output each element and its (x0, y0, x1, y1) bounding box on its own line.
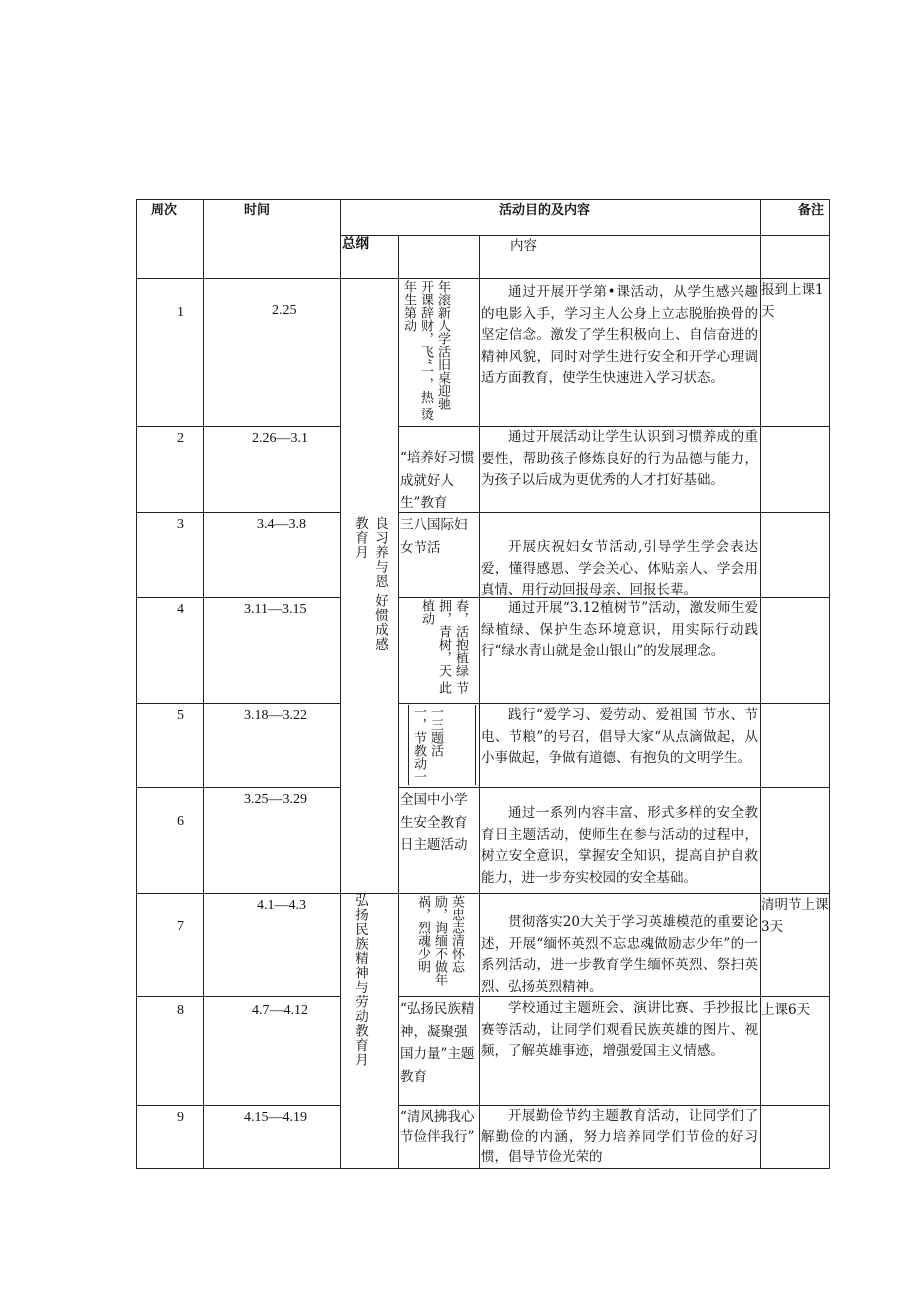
row-9-time: 4.15—4.19 (244, 1110, 307, 1125)
row-4-week: 4 (177, 602, 184, 617)
row-2-content: 通过开展活动让学生认识到习惯养成的重要性，帮助孩子修炼良好的行为品德与能力，为孩子以后成为更优秀的人才打好基础。 (481, 429, 758, 488)
row-8-week: 8 (177, 1003, 184, 1018)
row-1-content: 通过开展开学第•课活动，从学生感兴趣的电影入手，学习主人公身上立志脱胎换骨的坚定信念。激发了学生积极向上、自信奋进的精神风貌，同时对学生进行安全和开学心理调适方面教育，使学生快速进入学习状态。 (481, 284, 758, 386)
row-5-theme: 一三题活 一，节教动一 (411, 705, 443, 783)
header-time: 时间 (244, 203, 271, 218)
header-activity: 活动目的及内容 (499, 203, 591, 218)
row-7-week: 7 (177, 919, 184, 934)
row-4-time: 3.11—3.15 (244, 602, 307, 617)
row-5-content: 践行“爱学习、爱劳动、爱祖国 节水、节电、节粮”的号召，倡导大家“从点滴做起，从小事做起，争做有道德、有抱负的文明学生。 (481, 707, 758, 766)
row-7-theme: 英忠志清怀忘 励，询缅不做年 祸，烈魂少明 (415, 895, 464, 986)
row-9-week: 9 (177, 1110, 184, 1125)
rule-row-1 (136, 426, 340, 427)
row-1-week: 1 (177, 305, 184, 320)
rule-row5-inner-b (475, 705, 476, 785)
row-6-content: 通过一系列内容丰富、形式多样的安全教育日主题活动，使师生在参与活动的过程中，树立安全意识，掌握安全知识，提高自护自救能力，进一步夯实校园的安全基础。 (481, 805, 758, 886)
rule-sub-header (340, 235, 829, 236)
rule-row-4b (398, 703, 829, 704)
header-outline: 总纲 (342, 236, 369, 252)
row-4-theme: 春，活抱植绿 节拥，青树，天 此植动 (419, 599, 468, 695)
header-content: 内容 (510, 238, 537, 254)
row-8-theme: “弘扬民族精神，凝聚强国力量”主题教育 (400, 1001, 475, 1085)
rule-row-5 (136, 787, 340, 788)
header-remarks: 备注 (798, 203, 825, 218)
header-week: 周次 (151, 203, 178, 218)
row-1-time: 2.25 (272, 303, 297, 318)
rule-row-6 (136, 893, 829, 894)
row-3-time: 3.4—3.8 (257, 517, 306, 532)
row-3-content: 开展庆祝妇女节活动,引导学生学会表达爱，懂得感恩、学会关心、体贴亲人、学会用真情、用行动回报母亲、回报长辈。 (481, 539, 758, 598)
rule-row-5b (398, 787, 829, 788)
outline-habit-gratitude: 良习养与恩 好惯成感教育月 (352, 516, 388, 652)
row-7-content: 贯彻落实20大关于学习英雄模范的重要论述，开展“缅怀英烈不忘忠魂做励志少年”的一系列活动，进一步教育学生缅怀英烈、祭扫英烈、弘扬英烈精神。 (481, 914, 758, 995)
rule-row-3 (136, 597, 340, 598)
row-1-theme: 年滚新人学活旧桌迎驰 开课辞财，飞“一，热 烫年生第动 (401, 280, 450, 421)
row-4-content: 通过开展“3.12植树节”活动，激发师生爱绿植绿、保护生态环境意识，用实际行动践行“绿水青山就是金山银山”的发展理念。 (481, 600, 758, 659)
row-5-week: 5 (177, 708, 184, 723)
row-6-theme: 全国中小学生安全教育日主题活动 (400, 792, 468, 853)
row-7-time: 4.1—4.3 (257, 898, 306, 913)
rule-content-remarks (760, 199, 761, 1169)
row-2-time: 2.26—3.1 (252, 431, 308, 446)
row-5-time: 3.18—3.22 (244, 708, 307, 723)
row-1-remarks: 报到上课1天 (761, 282, 824, 320)
rule-outline-theme (398, 235, 399, 1169)
rule-right (829, 199, 830, 1169)
row-8-time: 4.7—4.12 (252, 1003, 308, 1018)
rule-theme-content (479, 235, 480, 1169)
outline-national-spirit: 弘扬民族精神与劳动教育月 (352, 893, 368, 1067)
row-9-theme: “清风拂我心节俭伴我行” (400, 1109, 475, 1145)
rule-row-2 (136, 512, 340, 513)
row-7-remarks: 清明节上课3天 (761, 897, 829, 935)
row-2-theme: “培养好习惯成就好人生”教育 (400, 450, 475, 511)
row-2-week: 2 (177, 431, 184, 446)
rule-row-4 (136, 703, 340, 704)
row-3-theme: 三八国际妇女节活 (400, 517, 468, 556)
rule-bottom (136, 1168, 829, 1169)
rule-time-outline (340, 199, 341, 1169)
rule-top (136, 199, 829, 200)
rule-left (136, 199, 137, 1169)
row-8-remarks: 上课6天 (761, 1002, 811, 1018)
rule-header-bottom (136, 278, 829, 279)
row-6-week: 6 (177, 814, 184, 829)
row-8-content: 学校通过主题班会、演讲比赛、手抄报比赛等活动，让同学们观看民族英雄的图片、视频，了解英雄事迹，增强爱国主义情感。 (481, 1000, 758, 1059)
rule-row-7 (136, 996, 340, 997)
rule-row5-inner-a (408, 705, 409, 785)
row-6-time: 3.25—3.29 (244, 792, 307, 807)
row-9-content: 开展勤俭节约主题教育活动，让同学们了解勤俭的内涵，努力培养同学们节俭的好习惯，倡导节俭光荣的 (481, 1108, 758, 1165)
rule-week-time (203, 199, 204, 1169)
rule-row-8 (136, 1105, 340, 1106)
row-3-week: 3 (177, 517, 184, 532)
